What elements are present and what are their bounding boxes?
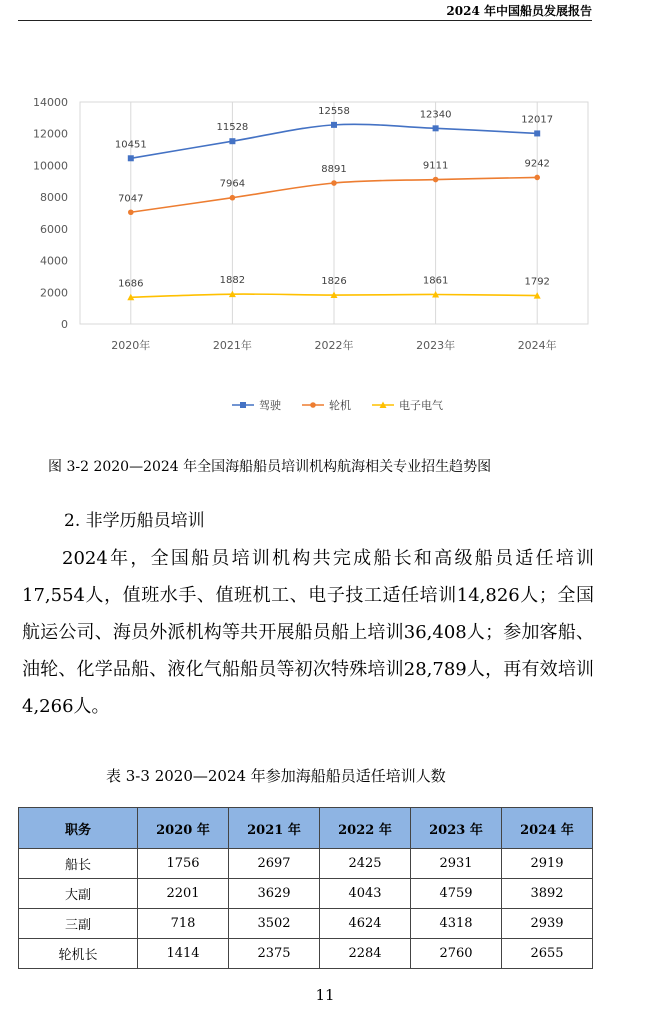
table-cell: 4624: [320, 909, 411, 939]
y-tick-label: 6000: [40, 222, 68, 236]
training-table: [18, 807, 593, 969]
data-point-marker: [433, 125, 439, 131]
table-row: [19, 909, 593, 939]
data-point-marker: [128, 209, 134, 215]
table-cell: 三副: [19, 909, 138, 939]
data-point-marker: [229, 138, 235, 144]
data-point-marker: [230, 195, 236, 201]
x-tick-label: 2021年: [212, 339, 252, 352]
table-cell: 2201: [138, 879, 229, 909]
data-label: 9111: [422, 160, 449, 172]
table-cell: 2919: [502, 849, 593, 879]
table-cell: 1756: [138, 849, 229, 879]
table-cell: 2931: [411, 849, 502, 879]
x-tick-label: 2024年: [517, 339, 557, 352]
column-header: 2020 年: [138, 808, 229, 849]
y-tick-label: 10000: [33, 159, 68, 173]
table-cell: 2375: [229, 939, 320, 969]
x-tick-label: 2023年: [416, 339, 456, 352]
data-label: 12017: [521, 114, 554, 126]
table-cell: 3892: [502, 879, 593, 909]
table-cell: 2425: [320, 849, 411, 879]
data-label: 12340: [419, 109, 452, 121]
data-label: 1882: [219, 275, 246, 287]
data-point-marker: [240, 402, 246, 408]
table-cell: 2939: [502, 909, 593, 939]
table-cell: 4318: [411, 909, 502, 939]
running-header: 2024 年中国船员发展报告: [446, 4, 592, 18]
table-cell: 4759: [411, 879, 502, 909]
page-number: 11: [315, 986, 335, 1004]
table-cell: 2655: [502, 939, 593, 969]
data-label: 8891: [321, 164, 347, 176]
table-caption: 表 3-3 2020—2024 年参加海船船员适任培训人数: [106, 767, 446, 785]
data-label: 12558: [318, 105, 350, 117]
data-label: 11528: [216, 122, 249, 134]
table-cell: 大副: [19, 879, 138, 909]
table-header-row: [19, 808, 593, 849]
data-label: 7964: [219, 178, 246, 190]
data-label: 1792: [524, 276, 550, 288]
data-point-marker: [433, 177, 439, 183]
enrollment-trend-chart: [0, 88, 650, 428]
data-label: 10451: [114, 139, 147, 151]
table-row: [19, 849, 593, 879]
data-label: 1826: [321, 276, 347, 288]
column-header: 职务: [19, 808, 138, 849]
table-cell: 2284: [320, 939, 411, 969]
y-tick-label: 0: [61, 318, 68, 331]
table-cell: 718: [138, 909, 229, 939]
y-tick-label: 2000: [40, 286, 68, 300]
y-tick-label: 12000: [33, 127, 68, 141]
y-tick-label: 8000: [40, 191, 68, 205]
y-tick-label: 4000: [40, 254, 68, 268]
table-cell: 1414: [138, 939, 229, 969]
data-label: 1861: [422, 275, 449, 287]
figure-caption: 图 3-2 2020—2024 年全国海船船员培训机构航海相关专业招生趋势图: [48, 459, 492, 475]
data-point-marker: [534, 130, 540, 136]
column-header: 2024 年: [502, 808, 593, 849]
header-rule: [18, 20, 592, 21]
x-tick-label: 2022年: [314, 339, 354, 352]
legend-label: 电子电气: [399, 399, 443, 412]
table-cell: 2697: [229, 849, 320, 879]
data-point-marker: [331, 180, 337, 186]
data-point-marker: [331, 122, 337, 128]
legend-label: 驾驶: [259, 399, 281, 412]
body-paragraph: 2024年，全国船员培训机构共完成船长和高级船员适任培训17,554人，值班水手、值班机工、电子技工适任培训14,826人；全国航运公司、海员外派机构等共开展船员船上培训36,408人；参加客船、油轮、化学品船、液化气船船员等初次特殊培训28,789人，再有效培训4,266人。: [22, 548, 594, 717]
section-heading: 2. 非学历船员培训: [64, 511, 205, 531]
table-cell: 3629: [229, 879, 320, 909]
column-header: 2021 年: [229, 808, 320, 849]
data-label: 7047: [118, 193, 144, 205]
data-point-marker: [128, 155, 134, 161]
legend-label: 轮机: [329, 399, 351, 412]
y-tick-label: 14000: [33, 96, 68, 109]
table-cell: 3502: [229, 909, 320, 939]
column-header: 2023 年: [411, 808, 502, 849]
data-label: 1686: [118, 278, 144, 290]
table-cell: 2760: [411, 939, 502, 969]
data-point-marker: [534, 175, 540, 181]
table-cell: 4043: [320, 879, 411, 909]
data-label: 9242: [524, 158, 550, 170]
x-tick-label: 2020年: [111, 339, 151, 352]
table-cell: 船长: [19, 849, 138, 879]
data-point-marker: [310, 402, 316, 408]
table-row: [19, 879, 593, 909]
table-row: [19, 939, 593, 969]
column-header: 2022 年: [320, 808, 411, 849]
table-cell: 轮机长: [19, 939, 138, 969]
